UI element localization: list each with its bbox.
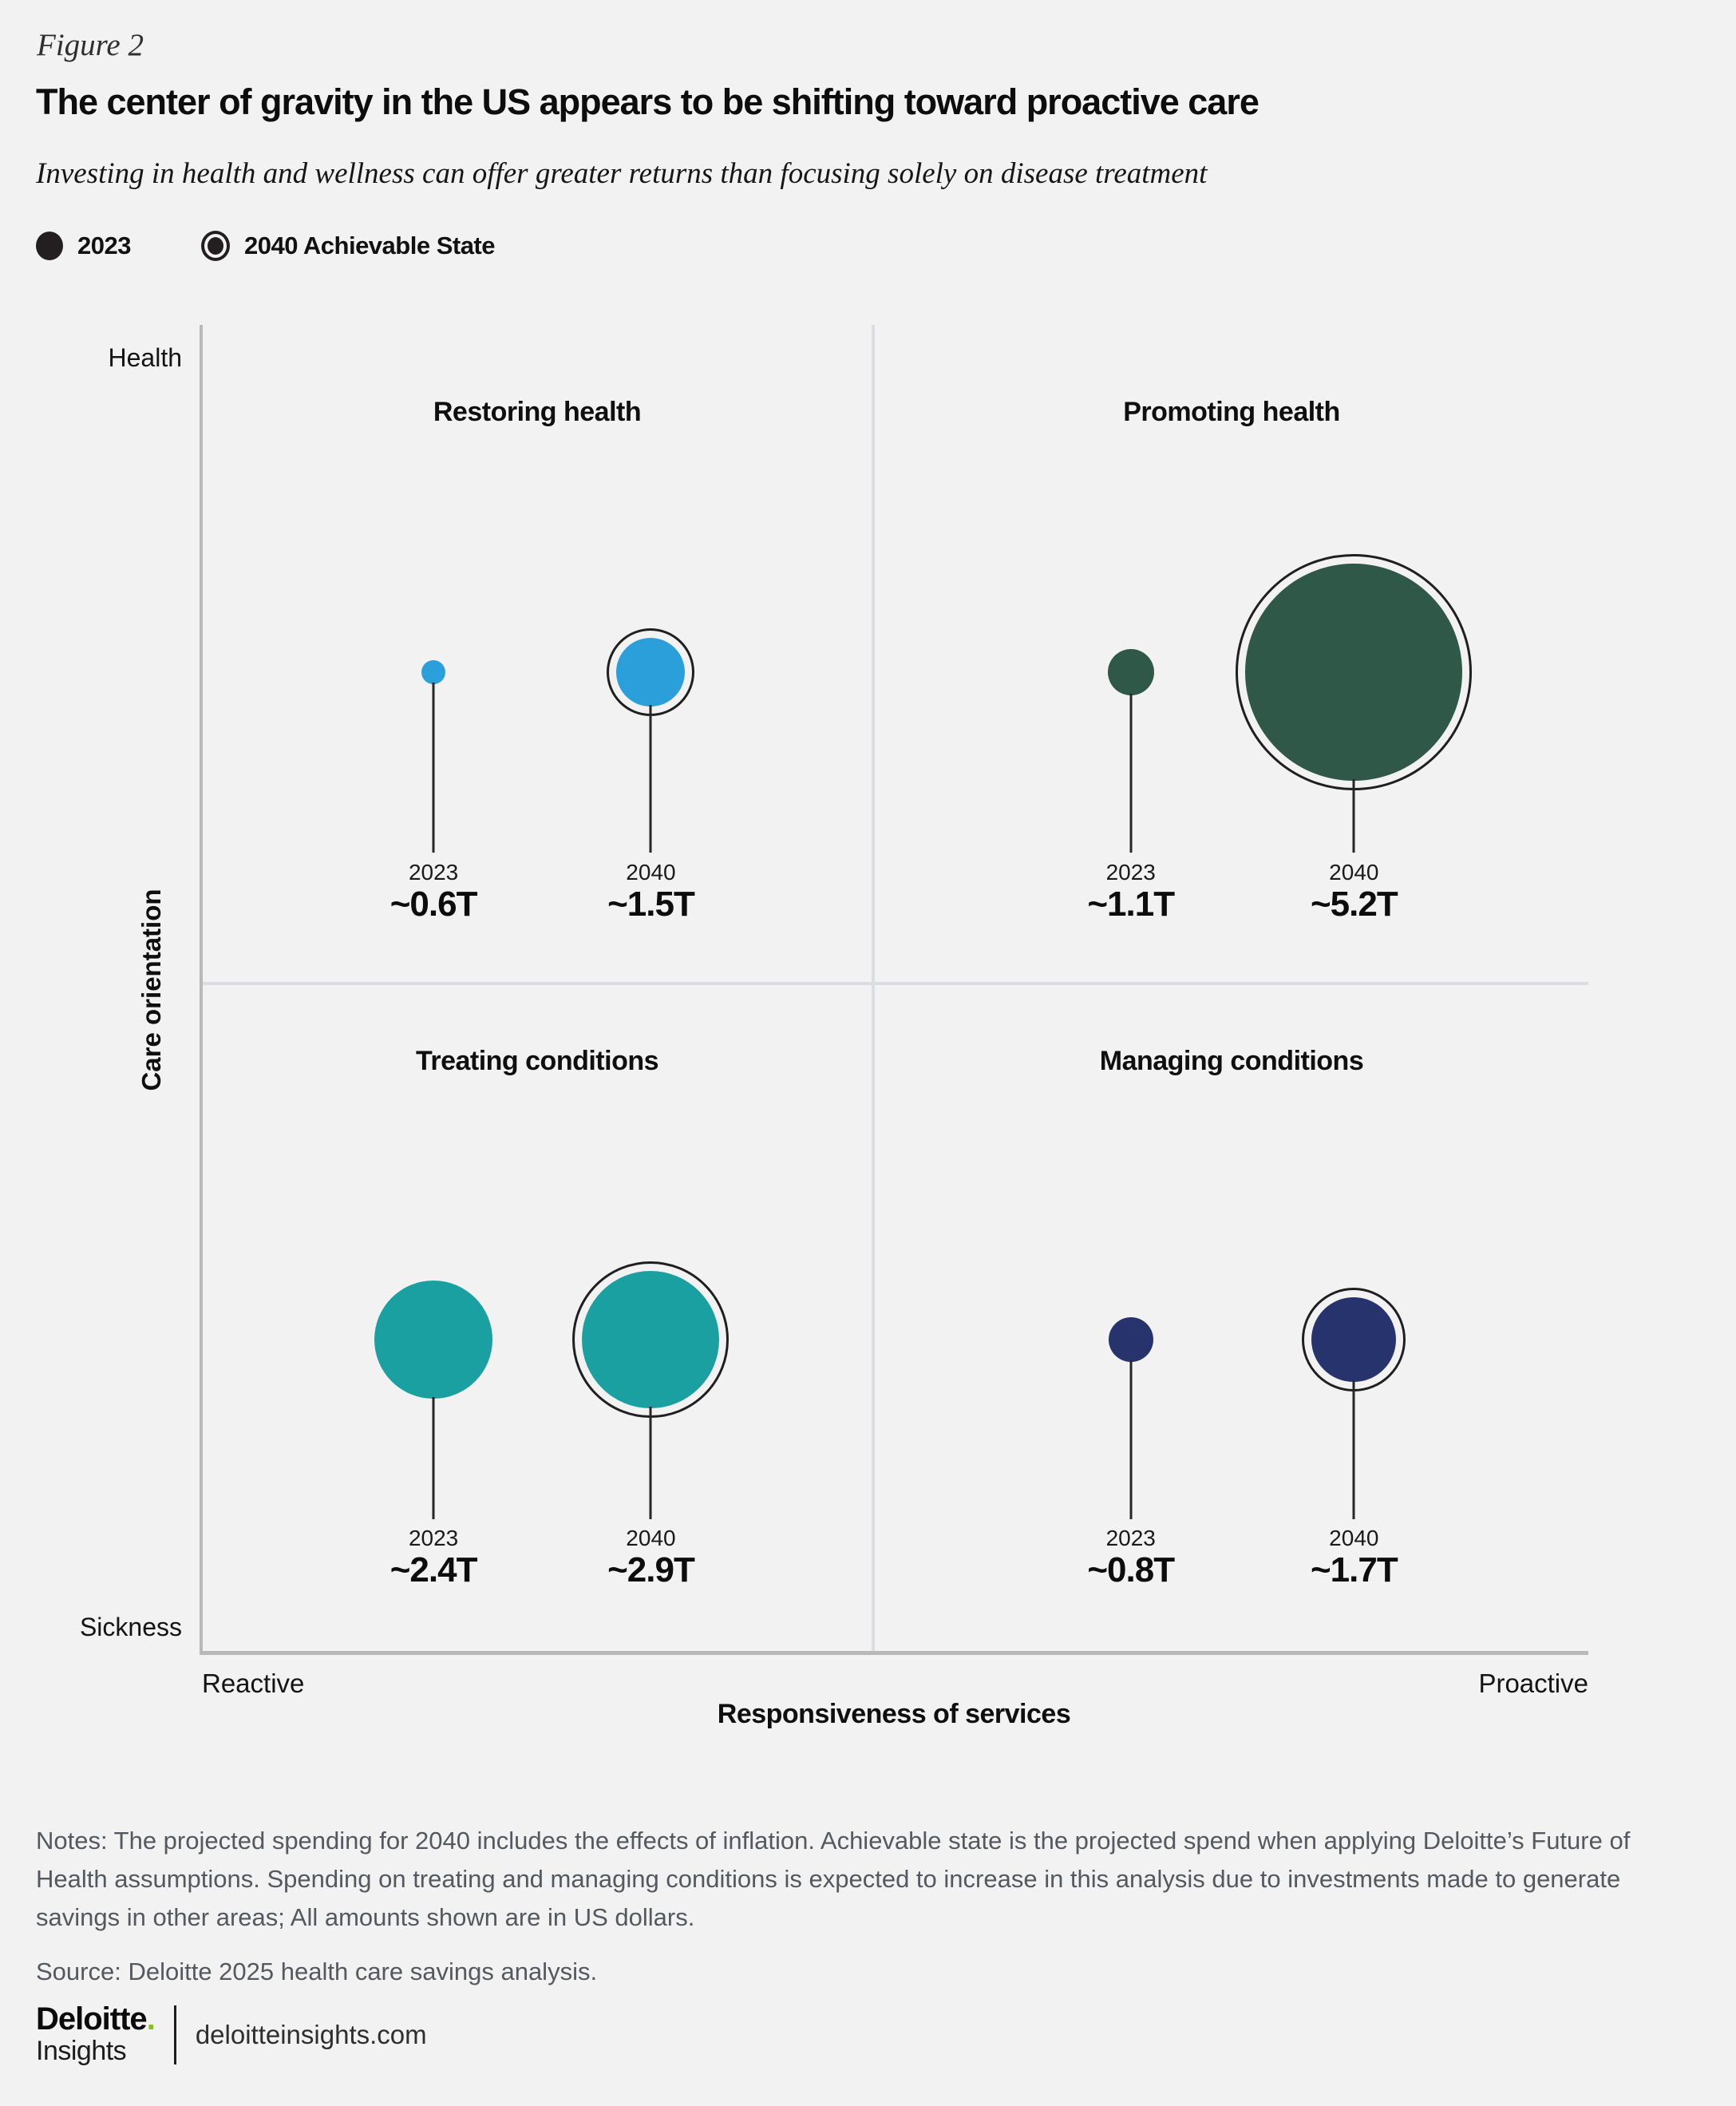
filled-circle-icon <box>36 232 63 260</box>
bubble-year-label: 2040 <box>1329 1526 1379 1550</box>
y-axis-top-label: Health <box>108 343 182 372</box>
bubble-ring <box>1236 554 1472 790</box>
legend-item-2040 <box>201 231 495 261</box>
source-text: Source: Deloitte 2025 health care savings analysis. <box>36 1958 598 1985</box>
legend-label: 2023 <box>77 232 131 259</box>
figure-label: Figure 2 <box>37 28 144 62</box>
bubble-ring <box>607 628 694 716</box>
ringed-circle-icon <box>201 231 230 261</box>
insights-wordmark: Insights <box>36 2036 127 2066</box>
bubble-stem <box>433 683 435 853</box>
x-axis-left-label: Reactive <box>202 1669 305 1698</box>
bubble-value-label: ~2.4T <box>390 1550 477 1589</box>
bubble-stem <box>1353 779 1355 853</box>
x-axis-title: Responsiveness of services <box>717 1699 1071 1729</box>
bubble-value-label: ~1.1T <box>1087 885 1175 924</box>
bubble-value-label: ~0.6T <box>390 885 477 924</box>
quadrant-promoting-health <box>872 325 1592 982</box>
legend-item-2023 <box>36 232 131 260</box>
bubble-year-label: 2023 <box>408 1526 459 1550</box>
bubble-stem <box>1129 694 1132 853</box>
quadrant-title: Promoting health <box>1123 397 1340 427</box>
quadrant-title: Restoring health <box>433 397 642 427</box>
bubble-value-label: ~1.5T <box>607 885 694 924</box>
bubble-ring <box>572 1261 729 1418</box>
quadrant-title: Managing conditions <box>1099 1046 1364 1076</box>
brand-green-dot: . <box>146 2001 155 2037</box>
footer-brand-row <box>36 2002 427 2067</box>
legend <box>36 230 495 262</box>
quadrant-restoring-health <box>203 325 872 982</box>
bubble-value-label: ~5.2T <box>1310 885 1398 924</box>
y-axis-title: Care orientation <box>136 889 166 1091</box>
legend-label: 2040 Achievable State <box>243 232 495 259</box>
bubble-year-label: 2023 <box>1105 860 1156 885</box>
bubble-stem <box>650 705 652 853</box>
bubble-stem <box>1129 1360 1132 1519</box>
quadrant-treating-conditions <box>203 982 872 1655</box>
plot-area <box>200 325 1588 1655</box>
bubble-circle <box>421 660 445 684</box>
bubble-year-label: 2040 <box>1329 860 1379 885</box>
bubble-stem <box>650 1407 652 1519</box>
deloitte-insights-logo <box>36 2002 155 2067</box>
bubble-value-label: ~2.9T <box>607 1550 694 1589</box>
quadrant-title: Treating conditions <box>415 1046 659 1076</box>
bubble-year-label: 2040 <box>626 1526 676 1550</box>
notes-text: Notes: The projected spending for 2040 includes the effects of inflation. Achievable state is the projected spend when applying Deloitte’s Future of Health assumptions. Spending on treating and managing conditions is expected to increase in this analysis due to investments made to generate savings in other areas; All amounts shown are in US dollars. <box>36 1827 1631 1932</box>
chart-subtitle: Investing in health and wellness can offer greater returns than focusing solely on disease treatment <box>36 157 1208 190</box>
bubble-ring <box>1302 1288 1406 1391</box>
bubble-value-label: ~1.7T <box>1310 1550 1398 1589</box>
bubble-circle <box>374 1281 492 1399</box>
bubble-year-label: 2023 <box>1105 1526 1156 1550</box>
bubble-circle <box>1108 649 1154 695</box>
bubble-year-label: 2040 <box>626 860 676 885</box>
bubble-value-label: ~0.8T <box>1087 1550 1175 1589</box>
bubble-year-label: 2023 <box>408 860 459 885</box>
quadrant-managing-conditions <box>872 982 1592 1655</box>
bubble-stem <box>433 1397 435 1519</box>
footer-divider <box>174 2005 176 2064</box>
deloitte-wordmark: Deloitte. <box>36 2001 155 2037</box>
bubble-circle <box>1109 1317 1153 1362</box>
site-url: deloitteinsights.com <box>195 2019 427 2049</box>
bubble-stem <box>1353 1380 1355 1519</box>
y-axis-bottom-label: Sickness <box>79 1613 182 1641</box>
x-axis-right-label: Proactive <box>1478 1669 1588 1698</box>
chart-title: The center of gravity in the US appears to be shifting toward proactive care <box>36 81 1259 122</box>
